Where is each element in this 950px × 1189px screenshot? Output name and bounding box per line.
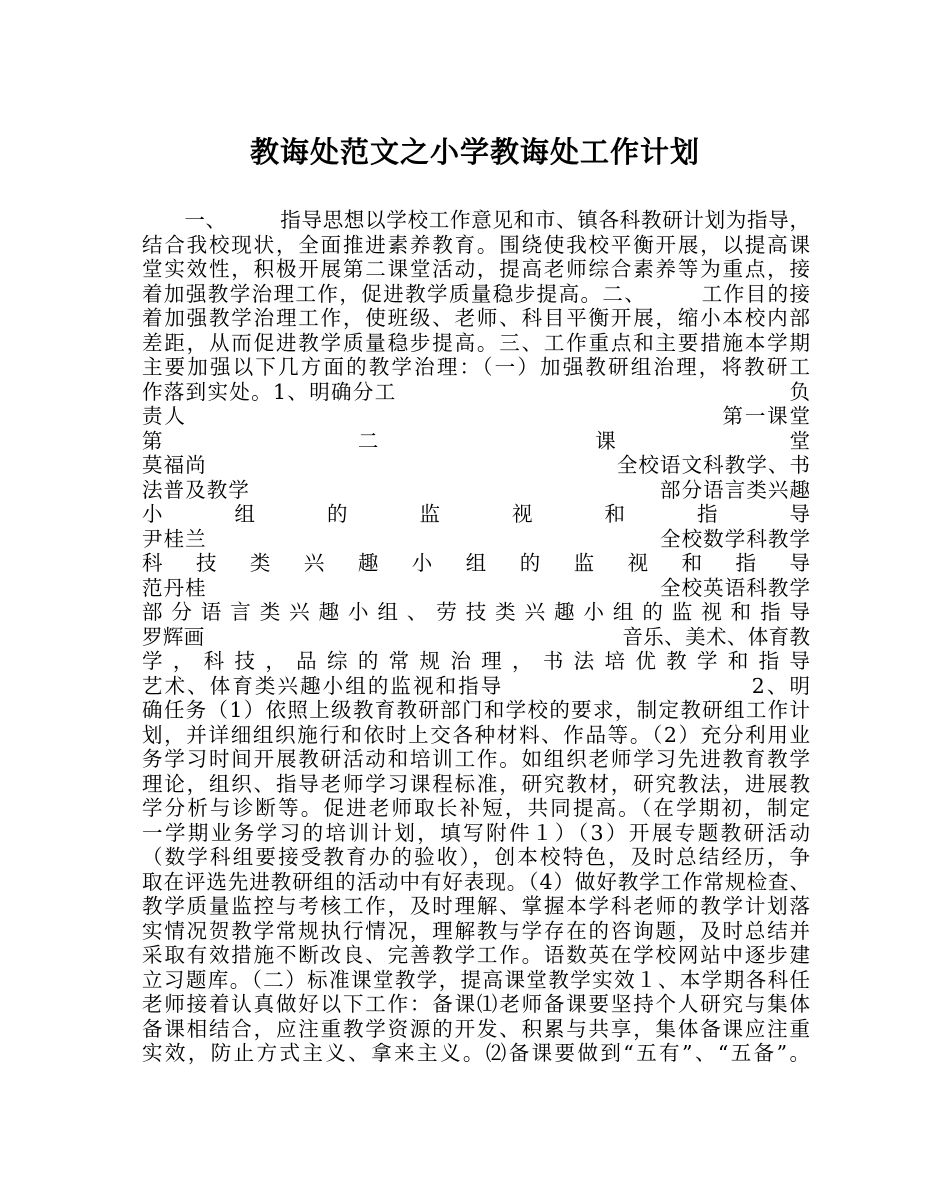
body-line: 学分析与诊断等。促进老师取长补短，共同提高。（在学期初，制定 <box>142 796 810 820</box>
body-line: 莫福尚 全校语文科教学、书 <box>142 453 810 477</box>
body-line: 务学习时间开展教研活动和培训工作。如组织老师学习先进教育教学 <box>142 747 810 771</box>
body-line: 立习题库。（二）标准课堂教学，提高课堂教学实效１、本学期各科任 <box>142 967 810 992</box>
body-line: 范丹桂 全校英语科教学 <box>142 575 810 600</box>
body-line: 老师接着认真做好以下工作：备课⑴老师备课要坚持个人研究与集体 <box>142 992 810 1016</box>
body-line: 教学质量监控与考核工作，及时理解、掌握本学科老师的教学计划落 <box>142 894 810 918</box>
body-line: 尹桂兰 全校数学科教学 <box>142 526 810 551</box>
body-line: 第 二 课 堂 <box>142 428 810 453</box>
body-line: 堂实效性，积极开展第二课堂活动，提高老师综合素养等为重点，接 <box>142 257 810 281</box>
body-line: 实情况贺教学常规执行情况，理解教与学存在的咨询题，及时总结并 <box>142 918 810 943</box>
body-line: 法普及教学 部分语言类兴趣 <box>142 477 810 502</box>
body-line: 理论，组织、指导老师学习课程标准，研究教材，研究教法，进展教 <box>142 771 810 796</box>
body-line: 一学期业务学习的培训计划，填写附件１）（3）开展专题教研活动 <box>142 820 810 845</box>
body-line: 采取有效措施不断改良、完善教学工作。语数英在学校网站中逐步建 <box>142 943 810 967</box>
body-line: 取在评选先进教研组的活动中有好表现。（4）做好教学工作常规检查、 <box>142 869 810 894</box>
body-line: 划，并详细组织施行和依时上交各种材料、作品等。（2）充分利用业 <box>142 722 810 747</box>
body-line: 罗辉画 音乐、美术、体育教 <box>142 624 810 649</box>
document-title: 教诲处范文之小学教诲处工作计划 <box>249 135 700 169</box>
body-line: 结合我校现状，全面推进素养教育。围绕使我校平衡开展，以提高课 <box>142 232 810 257</box>
body-line: 小 组 的 监 视 和 指 导 <box>142 502 810 526</box>
body-line: 备课相结合，应注重教学资源的开发、积累与共享，集体备课应注重 <box>142 1016 810 1041</box>
body-line: 责人 第一课堂 <box>142 404 810 428</box>
body-line: （数学科组要接受教育办的验收），创本校特色，及时总结经历，争 <box>142 845 810 869</box>
body-line: 着加强教学治理工作，促进教学质量稳步提高。二、 工作目的接 <box>142 281 810 306</box>
body-line: 部分语言类兴趣小组、劳技类兴趣小组的监视和指导 <box>142 600 810 624</box>
body-line: 艺术、体育类兴趣小组的监视和指导 2、明 <box>142 673 810 698</box>
body-line: 作落到实处。1、明确分工 负 <box>142 379 810 404</box>
body-line: 学，科技，品综的常规治理，书法培优教学和指导 <box>142 649 810 673</box>
body-line: 科 技 类 兴 趣 小 组 的 监 视 和 指 导 <box>142 551 810 575</box>
body-line: 确任务（1）依照上级教育教研部门和学校的要求，制定教研组工作计 <box>142 698 810 722</box>
document-body <box>142 208 810 1066</box>
body-line: 主要加强以下几方面的教学治理：（一）加强教研组治理，将教研工 <box>142 355 810 379</box>
body-line: 一、 指导思想以学校工作意见和市、镇各科教研计划为指导， <box>142 208 810 232</box>
body-line: 差距，从而促进教学质量稳步提高。三、工作重点和主要措施本学期 <box>142 330 810 355</box>
body-line: 实效，防止方式主义、拿来主义。⑵备课要做到“五有”、“五备”。 <box>142 1041 810 1065</box>
body-line: 着加强教学治理工作，使班级、老师、科目平衡开展，缩小本校内部 <box>142 306 810 330</box>
